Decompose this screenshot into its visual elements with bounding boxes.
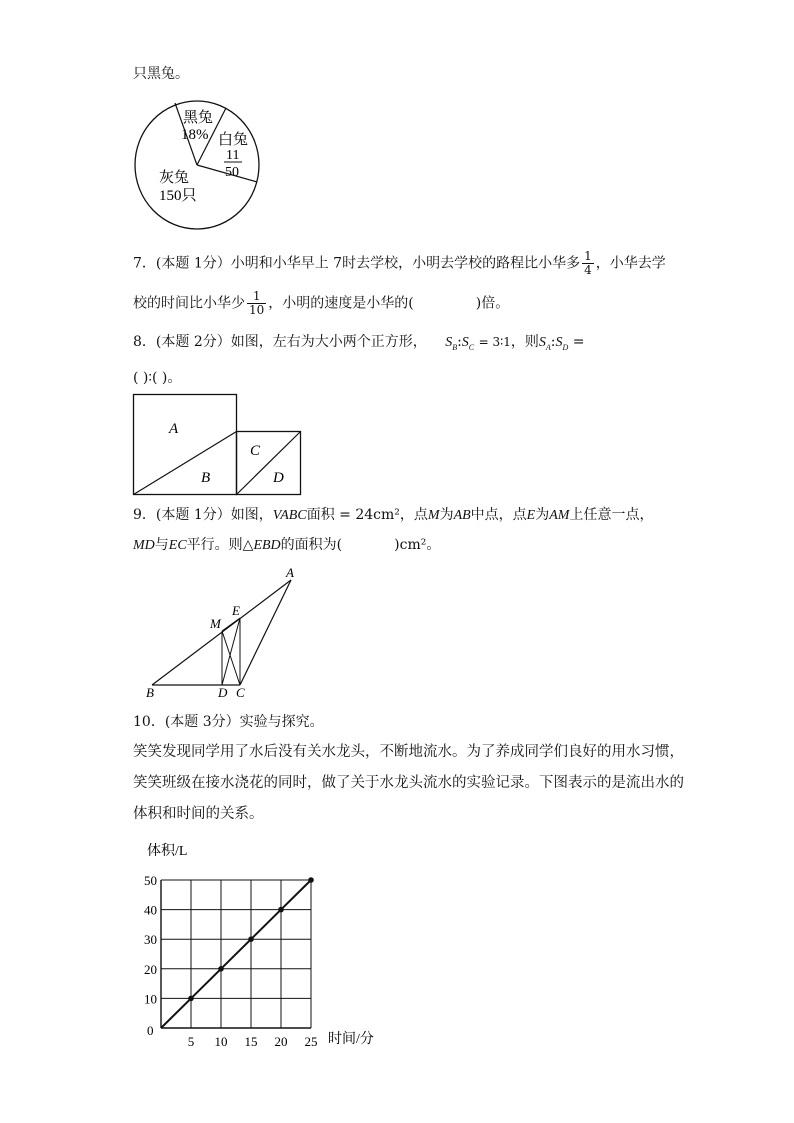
side-ca <box>240 580 291 685</box>
q7-frac2-den: 10 <box>249 303 265 317</box>
q9-seg-md: MD <box>133 538 155 553</box>
label-e: E <box>232 603 240 618</box>
q9-text-c: 为 <box>439 507 454 523</box>
y-tick-label: 50 <box>144 873 157 888</box>
pie-white-num: 11 <box>226 148 240 163</box>
q10-paragraph-1: 笑笑发现同学用了水后没有关水龙头，不断地流水。为了养成同学们良好的用水习惯， <box>133 744 684 760</box>
origin-label: 0 <box>147 1023 154 1038</box>
data-point <box>218 966 224 972</box>
q8-sub-a: A <box>545 342 551 352</box>
region-d-label: D <box>273 470 284 486</box>
water-volume-chart <box>135 838 385 1053</box>
large-square <box>134 395 237 495</box>
q8-line2[interactable]: ( )∶( )。 <box>133 370 182 386</box>
q7-line2 <box>133 290 509 317</box>
q9-seg-ab: AB <box>453 508 471 523</box>
q8-sub-d: D <box>562 342 569 352</box>
q8-line1: 8．(本题 2分）如图，左右为大小两个正方形， $S_B:S_C$ = 3∶1，则$S_A:S_D$ = <box>133 334 585 352</box>
q9-text-j: )cm²。 <box>394 537 441 553</box>
q8-ratio-s3: S <box>538 335 546 350</box>
x-tick-label: 25 <box>304 1034 318 1049</box>
q8-ratio-s4: S <box>555 335 563 350</box>
seg-mc <box>222 631 240 685</box>
q8-text-a: 8．(本题 2分）如图，左右为大小两个正方形， <box>133 334 427 350</box>
q9-seg-ec: EC <box>168 538 187 553</box>
small-diagonal <box>237 432 301 495</box>
q9-tri-ebd: EBD <box>253 538 281 553</box>
q6-tail: 只黑兔。 <box>133 66 189 82</box>
q7-fraction-1 <box>582 250 594 277</box>
q10-paragraph-3: 体积和时间的关系。 <box>133 806 264 822</box>
q10-title: 10．(本题 3分）实验与探究。 <box>133 714 324 730</box>
q8-sub-c: C <box>468 342 475 352</box>
x-tick-label: 20 <box>274 1034 288 1049</box>
label-a: A <box>286 565 294 580</box>
q7-text-c: 校的时间比小华少 <box>133 295 245 312</box>
q7-frac1-num: 1 <box>584 249 592 263</box>
y-axis-label: 体积/L <box>147 844 188 859</box>
q10-paragraph-2: 笑笑班级在接水浇花的同时，做了关于水龙头流水的实验记录。下图表示的是流出水的 <box>133 775 684 791</box>
pie-white-label: 白兔 <box>218 132 249 148</box>
large-diagonal <box>134 432 237 495</box>
q9-triangle: VABC <box>272 508 307 523</box>
volume-line <box>161 880 311 1028</box>
seg-ed <box>222 618 240 685</box>
squares-figure <box>132 393 304 497</box>
q9-line1 <box>133 505 653 526</box>
label-c: C <box>236 685 245 700</box>
x-axis-label: 时间/分 <box>328 1032 374 1047</box>
q7-text-a: 7．(本题 1分）小明和小华早上 7时去学校，小明去学校的路程比小华多 <box>133 255 581 272</box>
q7-frac2-num: 1 <box>247 290 266 304</box>
q7-text-b: ，小华去学 <box>595 255 666 272</box>
q7-frac1-den: 4 <box>584 263 592 277</box>
label-b: B <box>146 685 154 700</box>
q9-text-h: 平行。则△ <box>186 537 254 553</box>
q9-seg-am: AM <box>549 508 570 523</box>
q9-text-f: 上任意一点， <box>569 507 654 523</box>
y-tick-label: 30 <box>144 932 157 948</box>
triangle-figure <box>140 565 310 700</box>
chart-series <box>161 877 314 1028</box>
q8-sub-b: B <box>452 342 458 352</box>
y-tick-label: 40 <box>144 902 157 918</box>
q9-text-i: 的面积为( <box>280 537 343 553</box>
q9-point-m: M <box>427 508 440 523</box>
pie-white-den: 50 <box>225 165 239 180</box>
data-point <box>308 877 314 883</box>
data-point <box>278 907 284 913</box>
data-point <box>188 996 194 1002</box>
q8-ratio-value: = 3∶1 <box>478 335 511 349</box>
region-c-label: C <box>250 443 261 459</box>
y-tick-label: 20 <box>144 961 157 977</box>
q8-text-b: ，则 <box>510 334 539 350</box>
q7-fraction-2 <box>247 290 266 317</box>
q8-text-c: = <box>572 334 585 350</box>
q8-ratio-s2: S <box>461 335 469 350</box>
data-point <box>248 936 254 942</box>
q9-text-e: 为 <box>535 507 550 523</box>
pie-black-label: 黑兔 <box>183 110 214 126</box>
x-tick-label: 10 <box>214 1034 228 1049</box>
q8-ratio-s1: S <box>445 335 453 350</box>
q9-text-b: 面积 = 24cm²，点 <box>306 507 428 523</box>
x-tick-label: 15 <box>244 1034 258 1049</box>
q9-text-a: 9．(本题 1分）如图， <box>133 507 273 523</box>
q7-line1 <box>133 250 666 277</box>
pie-black-pct: 18% <box>181 127 209 143</box>
q9-line2 <box>133 535 440 556</box>
q9-text-g: 与 <box>154 537 169 553</box>
label-m: M <box>210 616 221 631</box>
region-b-label: B <box>201 470 211 486</box>
region-a-label: A <box>169 421 179 437</box>
pie-gray-count: 150只 <box>159 188 197 204</box>
x-tick-label: 5 <box>187 1034 195 1049</box>
label-d: D <box>218 685 228 700</box>
q7-text-e: )倍。 <box>475 295 510 312</box>
q9-point-e: E <box>526 508 536 523</box>
q7-text-d: ，小明的速度是小华的( <box>268 295 414 312</box>
rabbit-pie-chart <box>132 100 262 232</box>
q9-text-d: 中点，点 <box>470 507 527 523</box>
pie-gray-label: 灰兔 <box>159 170 190 186</box>
y-tick-label: 10 <box>144 991 157 1007</box>
